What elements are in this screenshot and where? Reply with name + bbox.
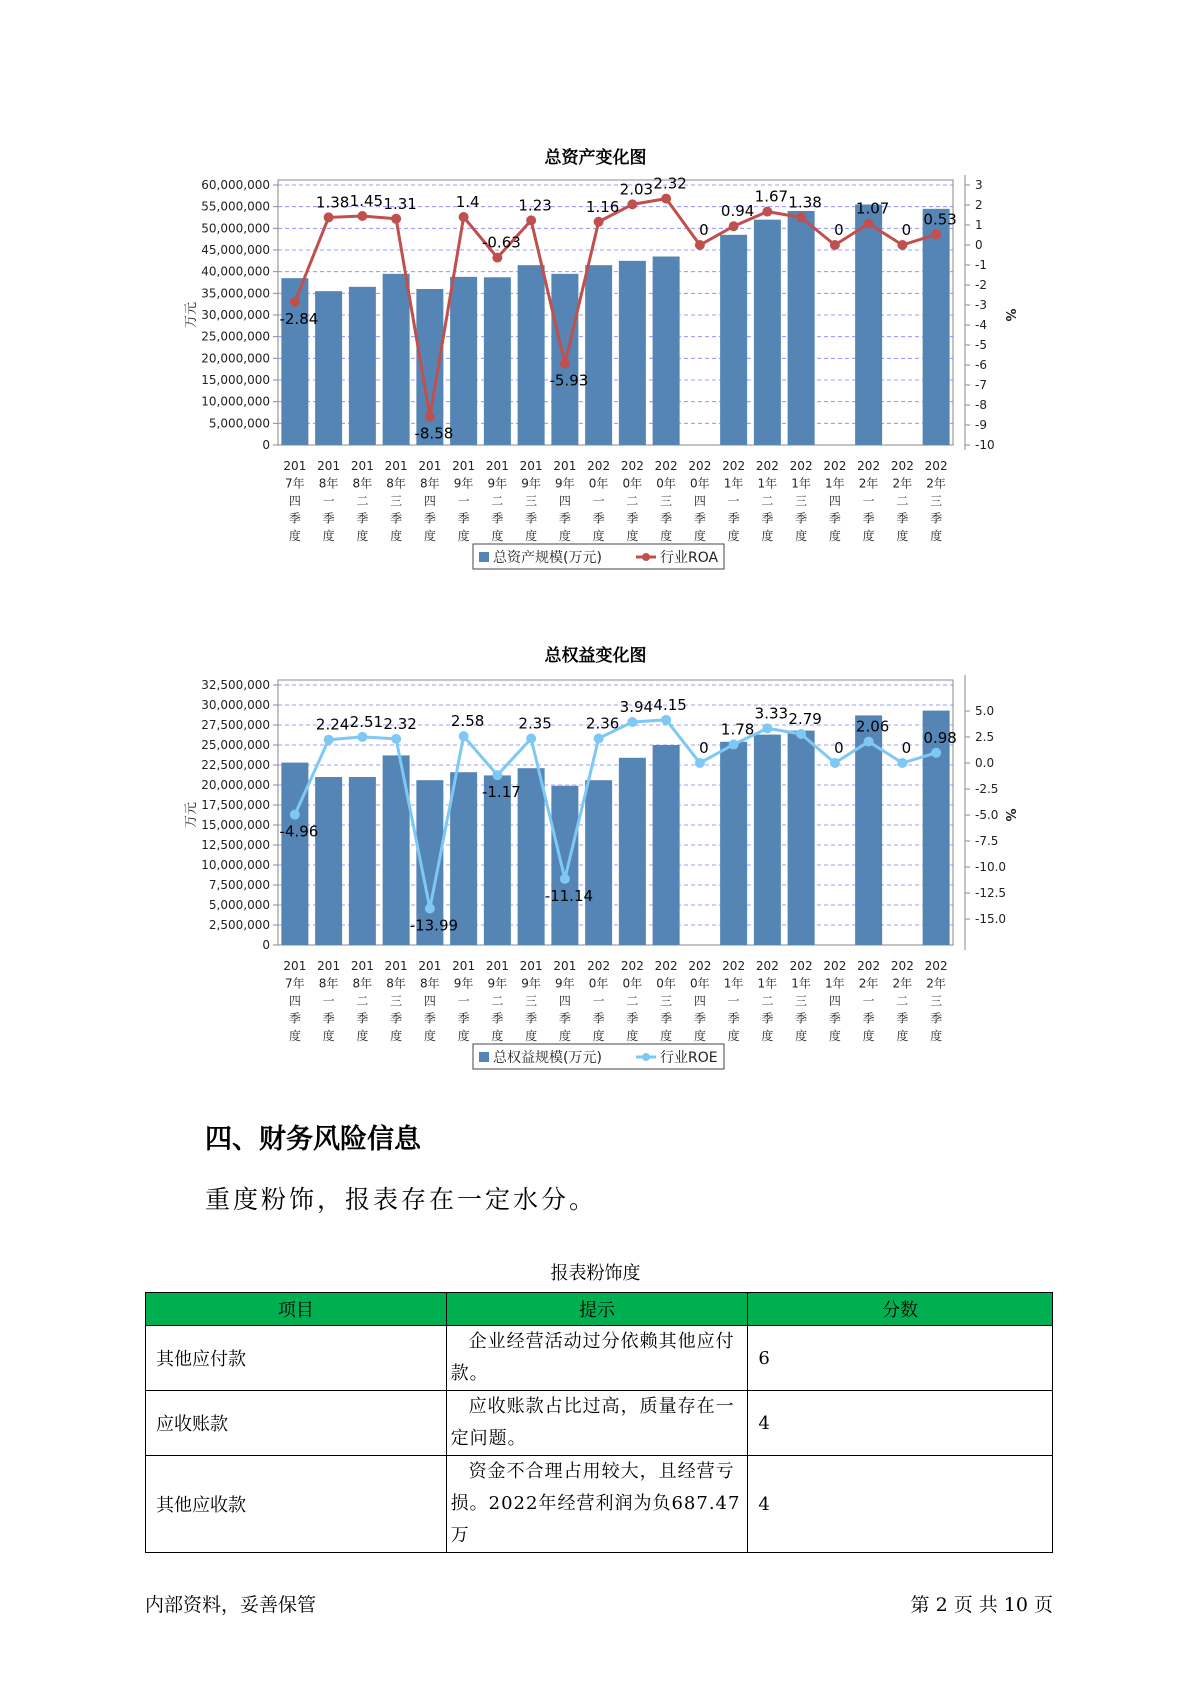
table-caption: 报表粉饰度 xyxy=(550,1263,641,1284)
legend-swatch-point xyxy=(642,1053,650,1061)
y-axis-label: 万元 xyxy=(184,801,199,829)
x-tick-label: 201 8年三季度 xyxy=(384,459,408,543)
data-label: -5.93 xyxy=(549,371,589,390)
x-tick-label: 202 1年二季度 xyxy=(755,459,779,543)
bar xyxy=(281,763,308,945)
table-row xyxy=(146,1456,1053,1553)
x-tick-label: 201 8年二季度 xyxy=(350,959,374,1043)
data-label: 2.24 xyxy=(315,715,350,734)
y-tick-label: 12,500,000 xyxy=(201,838,270,852)
x-tick-label: 202 2年二季度 xyxy=(890,459,914,543)
line-point xyxy=(627,717,637,727)
row-item: 其他应收款 xyxy=(146,1456,447,1553)
data-label: -13.99 xyxy=(409,916,459,935)
y-tick-label: 40,000,000 xyxy=(201,264,270,279)
y-tick-label: 45,000,000 xyxy=(201,243,270,257)
data-label: 1.31 xyxy=(383,194,417,213)
legend-swatch-bar xyxy=(479,1052,489,1062)
y-tick-label: 35,000,000 xyxy=(201,286,270,301)
y-tick-label: 17,500,000 xyxy=(201,798,270,812)
data-label: 3.33 xyxy=(754,704,789,723)
y-tick-label: 0 xyxy=(262,438,270,452)
x-tick-label: 202 2年三季度 xyxy=(924,459,948,543)
y2-tick-label: -12.5 xyxy=(975,886,1007,900)
line-point xyxy=(594,733,604,743)
x-tick-label: 202 0年四季度 xyxy=(688,959,712,1043)
x-tick-label: 201 8年二季度 xyxy=(350,459,374,543)
line-point xyxy=(897,758,907,768)
x-tick-label: 201 8年一季度 xyxy=(317,959,341,1043)
data-label: 0.53 xyxy=(923,210,957,229)
bar xyxy=(754,735,781,945)
data-label: 1.67 xyxy=(754,187,789,206)
x-tick-label: 202 0年四季度 xyxy=(688,459,712,543)
y2-tick-label: 0.0 xyxy=(975,756,995,770)
legend-label-bar: 总资产规模(万元) xyxy=(493,550,602,566)
y-tick-label: 10,000,000 xyxy=(201,394,270,409)
data-label: 2.32 xyxy=(383,714,417,733)
data-label: 1.45 xyxy=(349,192,384,210)
header-hint: 提示 xyxy=(446,1293,748,1326)
legend-label-line: 行业ROE xyxy=(660,1050,718,1066)
y-tick-label: 15,000,000 xyxy=(201,818,270,832)
y-tick-label: 22,500,000 xyxy=(201,758,270,772)
x-tick-label: 202 1年一季度 xyxy=(722,459,746,543)
data-label: 1.38 xyxy=(788,193,822,212)
row-score: 4 xyxy=(748,1391,1053,1456)
x-tick-label: 201 8年四季度 xyxy=(418,959,442,1043)
line-point xyxy=(661,715,671,725)
data-label: -11.14 xyxy=(544,886,594,905)
data-label: -0.63 xyxy=(481,233,521,252)
line-point xyxy=(695,758,705,768)
data-label: 1.78 xyxy=(720,720,755,739)
data-label: 0.94 xyxy=(720,202,755,221)
legend-label-bar: 总权益规模(万元) xyxy=(493,1050,602,1066)
bar xyxy=(855,715,882,945)
row-item: 其他应付款 xyxy=(146,1326,447,1391)
y-tick-label: 20,000,000 xyxy=(201,351,270,366)
y2-tick-label: -4 xyxy=(975,318,987,332)
x-tick-label: 202 0年一季度 xyxy=(587,459,611,543)
y2-axis-label: % xyxy=(1002,308,1017,322)
y-tick-label: 30,000,000 xyxy=(201,308,270,322)
x-tick-label: 201 9年三季度 xyxy=(519,959,543,1043)
table-row xyxy=(146,1391,1053,1456)
line-point xyxy=(762,723,772,733)
y2-tick-label: -3 xyxy=(975,298,987,312)
y-tick-label: 60,000,000 xyxy=(201,178,270,192)
header-item: 项目 xyxy=(146,1293,447,1326)
data-label: 2.51 xyxy=(349,712,384,731)
data-label: 0 xyxy=(901,739,912,757)
x-tick-label: 202 0年三季度 xyxy=(654,959,678,1043)
y-tick-label: 50,000,000 xyxy=(201,221,270,236)
bar xyxy=(551,786,578,945)
table-row xyxy=(146,1326,1053,1391)
row-hint: 资金不合理占用较大，且经营亏损。2022年经营利润为负687.47万 xyxy=(446,1456,748,1553)
line-point xyxy=(931,748,941,758)
x-tick-label: 202 1年三季度 xyxy=(789,959,813,1043)
y2-tick-label: 2 xyxy=(975,198,983,212)
chart-title-total-assets: 总资产变化图 xyxy=(544,148,647,168)
line-point xyxy=(729,739,739,749)
bar xyxy=(653,745,680,945)
chart-title-total-equity: 总权益变化图 xyxy=(544,646,647,666)
x-tick-label: 202 0年二季度 xyxy=(620,959,644,1043)
data-label: -1.17 xyxy=(481,783,521,802)
x-tick-label: 202 1年四季度 xyxy=(823,459,847,543)
row-score: 6 xyxy=(748,1326,1053,1391)
x-tick-label: 202 2年一季度 xyxy=(857,459,881,543)
x-tick-label: 202 1年一季度 xyxy=(722,959,746,1043)
data-label: 0 xyxy=(834,221,844,239)
y2-tick-label: -7 xyxy=(975,378,987,392)
y2-tick-label: -5 xyxy=(975,338,987,352)
data-label: 0.98 xyxy=(923,728,957,747)
x-tick-label: 201 7年四季度 xyxy=(283,959,307,1043)
bar xyxy=(619,758,646,945)
data-label: 0 xyxy=(699,221,709,239)
y-tick-label: 25,000,000 xyxy=(201,738,270,752)
footer-confidential: 内部资料，妥善保管 xyxy=(145,1594,317,1616)
y-tick-label: 32,500,000 xyxy=(201,678,270,692)
line-point xyxy=(425,903,435,913)
x-tick-label: 201 9年四季度 xyxy=(553,959,577,1043)
row-item: 应收账款 xyxy=(146,1391,447,1456)
x-tick-label: 201 8年一季度 xyxy=(317,459,341,543)
data-label: 2.79 xyxy=(788,709,822,728)
x-tick-label: 201 9年一季度 xyxy=(452,459,476,543)
data-label: -8.58 xyxy=(414,424,454,443)
data-label: 0 xyxy=(834,739,844,757)
x-tick-label: 202 0年三季度 xyxy=(654,459,678,543)
y2-tick-label: -5.0 xyxy=(975,808,999,822)
line-point xyxy=(357,732,367,742)
risk-summary: 重度粉饰，报表存在一定水分。 xyxy=(205,1185,598,1214)
bar xyxy=(788,731,815,945)
y-tick-label: 27,500,000 xyxy=(201,718,270,732)
data-label: 2.03 xyxy=(619,180,654,199)
bar xyxy=(349,777,376,945)
x-tick-label: 202 2年三季度 xyxy=(924,959,948,1043)
data-label: 2.06 xyxy=(855,717,890,736)
data-label: 0 xyxy=(901,221,912,239)
data-label: 4.15 xyxy=(653,695,687,714)
y-tick-label: 10,000,000 xyxy=(201,858,270,872)
x-tick-label: 201 8年三季度 xyxy=(384,959,408,1043)
table-header-row xyxy=(146,1293,1053,1326)
risk-table xyxy=(145,1292,1053,1553)
y-tick-label: 15,000,000 xyxy=(201,373,270,387)
x-tick-label: 202 1年二季度 xyxy=(755,959,779,1043)
data-label: 1.07 xyxy=(855,199,890,218)
x-tick-label: 201 9年三季度 xyxy=(519,459,543,543)
y2-tick-label: -9 xyxy=(975,418,987,432)
y2-tick-label: 0 xyxy=(975,238,983,252)
y-tick-label: 30,000,000 xyxy=(201,698,270,712)
y2-tick-label: 5.0 xyxy=(975,704,995,718)
line-point xyxy=(864,737,874,747)
y2-tick-label: -2 xyxy=(975,278,987,292)
page-number: 第 2 页 共 10 页 xyxy=(910,1594,1053,1616)
data-label: 2.32 xyxy=(653,174,687,193)
data-label: 3.94 xyxy=(619,698,654,717)
legend-label-line: 行业ROA xyxy=(660,550,719,566)
data-label: -2.84 xyxy=(279,309,319,328)
x-tick-label: 201 9年四季度 xyxy=(553,459,577,543)
y-tick-label: 20,000,000 xyxy=(201,778,270,792)
line-point xyxy=(391,734,401,744)
line-point xyxy=(796,729,806,739)
x-tick-label: 202 0年一季度 xyxy=(587,959,611,1043)
line-point xyxy=(830,758,840,768)
y2-tick-label: -2.5 xyxy=(975,782,999,796)
y-tick-label: 2,500,000 xyxy=(208,918,270,932)
data-label: 2.58 xyxy=(450,712,485,731)
x-tick-label: 202 2年一季度 xyxy=(857,959,881,1043)
line-point xyxy=(324,735,334,745)
data-label: 1.23 xyxy=(518,196,552,215)
x-tick-label: 201 8年四季度 xyxy=(418,459,442,543)
y-tick-label: 5,000,000 xyxy=(208,898,270,912)
row-hint: 应收账款占比过高，质量存在一定问题。 xyxy=(446,1391,748,1456)
y-tick-label: 7,500,000 xyxy=(208,878,270,892)
line-point xyxy=(560,874,570,884)
y-tick-label: 25,000,000 xyxy=(201,329,270,344)
row-score: 4 xyxy=(748,1456,1053,1553)
x-tick-label: 201 9年一季度 xyxy=(452,959,476,1043)
y2-tick-label: 3 xyxy=(975,178,983,192)
x-tick-label: 202 1年三季度 xyxy=(789,459,813,543)
bar xyxy=(315,777,342,945)
y2-tick-label: -10 xyxy=(975,438,995,452)
y2-tick-label: -1 xyxy=(975,258,987,272)
bar xyxy=(585,780,612,945)
x-tick-label: 201 9年二季度 xyxy=(485,959,509,1043)
y2-tick-label: -15.0 xyxy=(975,912,1007,926)
data-label: -4.96 xyxy=(279,822,319,841)
y-tick-label: 0 xyxy=(262,938,270,952)
bar xyxy=(518,768,545,945)
y-tick-label: 5,000,000 xyxy=(208,416,270,431)
y-axis-label: 万元 xyxy=(184,301,199,329)
y2-tick-label: -8 xyxy=(975,398,987,412)
line-point xyxy=(526,734,536,744)
data-label: 2.35 xyxy=(518,714,552,733)
bar xyxy=(720,742,747,945)
y-tick-label: 55,000,000 xyxy=(201,199,270,214)
row-hint: 企业经营活动过分依赖其他应付款。 xyxy=(446,1326,748,1391)
y2-tick-label: -7.5 xyxy=(975,834,999,848)
y2-axis-label: % xyxy=(1002,808,1017,822)
data-label: 2.36 xyxy=(585,714,620,733)
x-tick-label: 201 7年四季度 xyxy=(283,459,307,543)
y2-tick-label: 1 xyxy=(975,218,983,232)
x-tick-label: 202 2年二季度 xyxy=(890,959,914,1043)
y2-tick-label: 2.5 xyxy=(975,730,995,744)
line-point xyxy=(459,731,469,741)
x-tick-label: 202 1年四季度 xyxy=(823,959,847,1043)
line-point xyxy=(290,810,300,820)
x-tick-label: 201 9年二季度 xyxy=(485,459,509,543)
data-label: 1.38 xyxy=(315,193,350,212)
line-point xyxy=(492,770,502,780)
data-label: 1.4 xyxy=(455,193,480,211)
header-score: 分数 xyxy=(748,1293,1053,1326)
y2-tick-label: -6 xyxy=(975,358,987,372)
x-tick-label: 202 0年二季度 xyxy=(620,459,644,543)
section-title: 四、财务风险信息 xyxy=(205,1124,421,1155)
data-label: 0 xyxy=(699,739,709,757)
data-label: 1.16 xyxy=(585,197,620,216)
y2-tick-label: -10.0 xyxy=(975,860,1007,874)
